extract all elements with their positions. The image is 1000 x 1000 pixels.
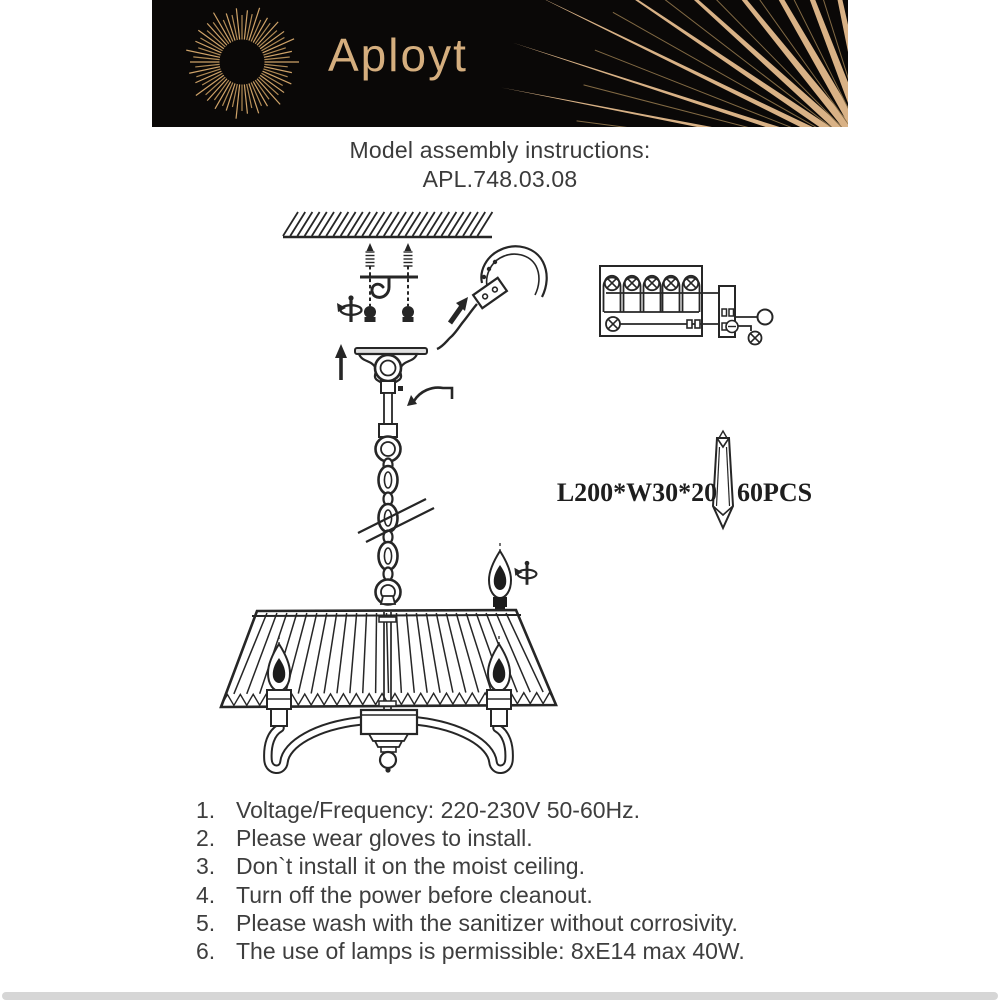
up-arrow-icon [335,344,347,380]
instruction-item [196,910,745,938]
instruction-text: Turn off the power before cleanout. [236,881,593,908]
crystal-qty-label: 60PCS [737,478,813,507]
instruction-number: 5. [196,909,216,936]
ground-node [758,310,773,325]
ceiling-hook-icon [372,278,389,297]
ceiling-hatch [283,212,492,236]
instruction-item [196,853,745,881]
instructions-list [196,797,745,966]
instruction-number: 4. [196,881,216,908]
instruction-text: The use of lamps is permissible: 8xE14 max 40W. [236,937,745,964]
rotate-arrow-icon [407,388,452,406]
rotate-screw-icon [337,295,362,322]
instruction-item [196,825,745,853]
page-title: Model assembly instructions: [349,137,651,163]
instruction-number: 3. [196,853,216,880]
rotate-bulb-icon [514,561,536,585]
instruction-item [196,882,745,910]
instruction-text: Don`t install it on the moist ceiling. [236,853,585,880]
candle-bulb-icon [489,543,511,617]
hanging-chain [376,437,401,605]
instruction-item [196,797,745,825]
instruction-text: Please wear gloves to install. [236,825,533,852]
instruction-item [196,938,745,966]
wiring-diagram [600,266,773,345]
canopy [355,348,427,437]
brand-name: Aployt [328,29,468,81]
model-number: APL.748.03.08 [422,166,578,192]
instruction-number: 2. [196,825,216,852]
bottom-scroll-bar [2,992,998,1000]
instruction-text: Please wash with the sanitizer without corrosivity. [236,909,738,936]
instruction-number: 1. [196,797,216,823]
wire-terminal [473,278,507,308]
central-hub [361,710,417,773]
instruction-number: 6. [196,937,216,964]
wiring-lamp-extra [749,332,762,345]
instruction-text: Voltage/Frequency: 220-230V 50-60Hz. [236,797,641,823]
crystal-size-label: L200*W30*20 [556,478,718,507]
